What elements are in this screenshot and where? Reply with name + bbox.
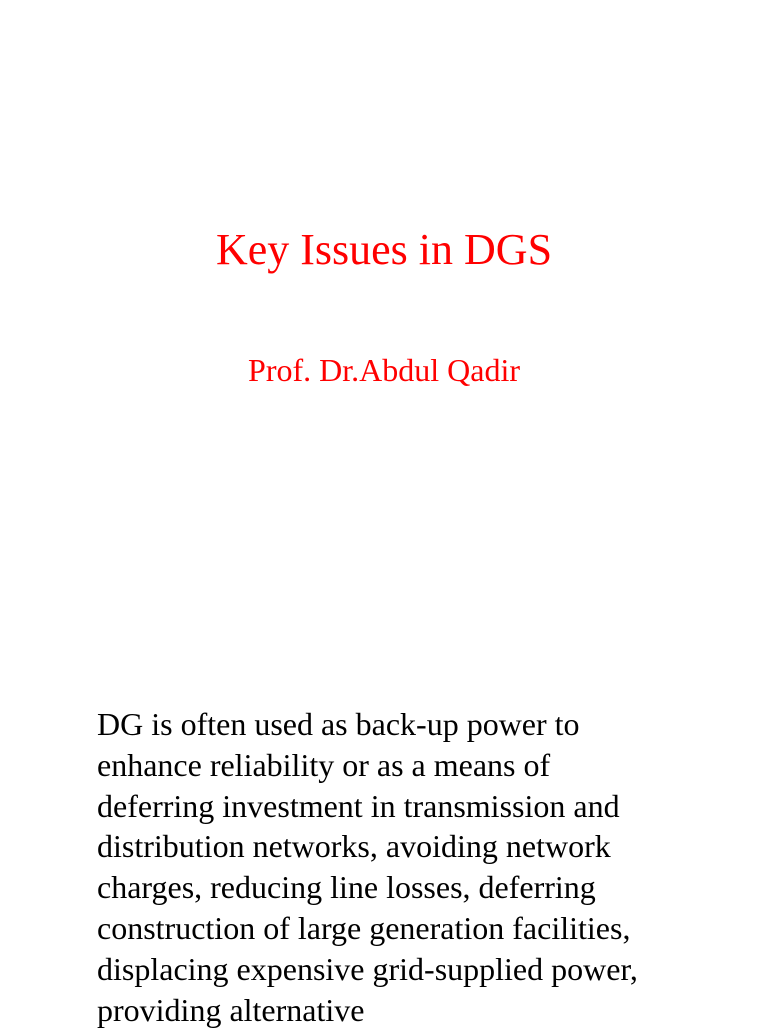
body-paragraph: DG is often used as back-up power to enhance reliability or as a means of deferring investment in transmission and distribution networks, avoiding network charges, reducing line losses, deferring construction of large generation facilities, displacing expensive grid-supplied power, providing alternative (97, 706, 638, 1028)
author-name: Prof. Dr.Abdul Qadir (248, 352, 520, 388)
slide-title: Key Issues in DGS (215, 225, 553, 274)
